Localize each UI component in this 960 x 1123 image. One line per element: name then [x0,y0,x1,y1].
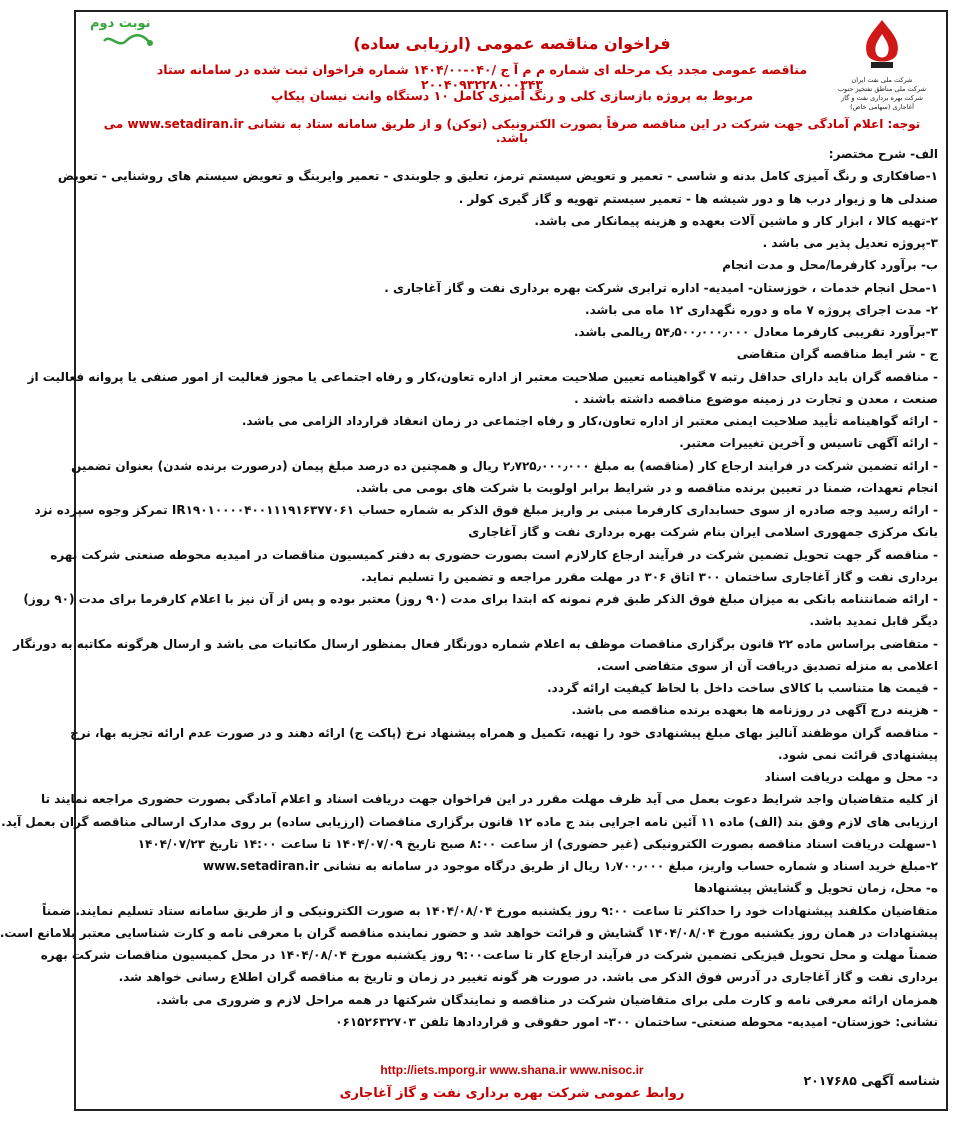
body-line: متقاضیان مکلفند پیشنهادات خود را حداکثر تا ساعت ۹:۰۰ روز یکشنبه مورخ ۱۴۰۴/۰۸/۰۴ به صورت الکترونیکی و از طریق سامانه ستاد تسلیم نمایند. ضمناً [42,903,938,918]
footer-links[interactable]: http://iets.mporg.ir www.shana.ir www.nisoc.ir [380,1063,644,1077]
body-line: صندلی ها و زیوار درب ها و دور شیشه ها - تعمیر سیستم تهویه و گاز گیری کولر . [458,191,938,206]
body-line: ۲-تهیه کالا ، ابزار کار و ماشین آلات بعهده و هزینه پیمانکار می باشد. [534,213,938,228]
section-a-heading: الف- شرح مختصر: [828,147,938,161]
project-title: مربوط به پروژه بازسازی کلی و رنگ آمیزی کامل ۱۰ دستگاه وانت نیسان پیکاپ [270,88,754,103]
body-line: - ارائه ضمانتنامه بانکی به میزان مبلغ فوق الذکر طبق فرم نمونه که ابتدا برای مدت (۹۰ روز) معتبر بوده و پس از آن نیز با اعلام کارفرما برای مدت (۹۰ روز) [23,592,938,606]
round-label: نوبت دوم [90,16,151,31]
body-line: - ارائه تضمین شرکت در فرایند ارجاع کار (مناقصه) به مبلغ ۲٫۷۲۵٫۰۰۰٫۰۰۰ ریال و همچنین ده درصد مبلغ پیمان (درصورت برنده شدن) بعنوان تضمین [71,458,938,473]
ad-id: شناسه آگهی ۲۰۱۷۶۸۵ [803,1073,940,1088]
body-line: بانک مرکزی جمهوری اسلامی ایران بنام شرکت بهره برداری نفت و گاز آغاجاری [468,525,938,540]
body-line: ۲-مبلغ خرید اسناد و شماره حساب واریز، مبلغ ۱٫۷۰۰٫۰۰۰ ریال از طریق درگاه موجود در سامانه به نشانی www.setadiran.ir [203,859,938,873]
section-d-heading: د- محل و مهلت دریافت اسناد [764,770,938,784]
body-line: ۱-محل انجام خدمات ، خوزستان- امیدیه- اداره ترابری شرکت بهره برداری نفت و گاز آغاجاری . [384,280,938,295]
body-line: ارزیابی های لازم وفق بند (الف) ماده ۱۱ آئین نامه اجرایی بند ج ماده ۱۲ قانون برگزاری مناقصات (ارزیابی ساده) بر روی مدارک ارسالی مناقصه گران بعمل آید. [1,814,938,829]
body-line: - مناقصه گران موظفند آنالیز بهای مبلغ پیشنهادی خود را تهیه، تکمیل و همراه پیشنهاد نرخ (پاکت ج) ارائه دهند و در صورت عدم ارائه تجزیه بها، نرخ [70,725,938,740]
notice-body [0,143,938,1033]
section-b-heading: ب- برآورد کارفرما/محل و مدت انجام [722,258,938,273]
company-logo [828,18,936,112]
body-line: انجام تعهدات، ضمنا در تعیین برنده مناقصه و در شرایط برابر اولویت با شرکت های بومی می باشد. [355,480,938,495]
body-line: - متقاضی براساس ماده ۲۲ قانون برگزاری مناقصات موظف به اعلام شماره دورنگار فعال بمنظور ارسال مکاتبات می باشد و ارسال هرگونه مکاتبه به دورنگار [13,636,938,651]
body-line: - مناقصه گران باید دارای حداقل رتبه ۷ گواهینامه تعیین صلاحیت معتبر از اداره تعاون،کار و رفاه اجتماعی یا مجوز فعالیت از امور صنفی یا پروانه فعالیت از [27,369,938,384]
round-badge [90,16,160,60]
body-line: ۱-سهلت دریافت اسناد مناقصه بصورت الکترونیکی (غیر حضوری) از ساعت ۸:۰۰ صبح تاریخ ۱۴۰۴/۰۷/۰۹ تا ساعت ۱۴:۰۰ تاریخ ۱۴۰۴/۰۷/۲۳ [137,836,938,851]
body-line: ۱-صافکاری و رنگ آمیزی کامل بدنه و شاسی - تعمیر و تعویض سیستم ترمز، تعلیق و جلوبندی - تعمیر وایرینگ و تعویض سیستم های روشنایی - تعویض [57,169,938,184]
body-line: برداری نفت و گاز آغاجاری در آدرس فوق الذکر می باشد. در صورت هر گونه تغییر در زمان و تاریخ به مناقصه گران اطلاع رسانی خواهد شد. [118,970,938,985]
body-line: ۲- مدت اجرای پروژه ۷ ماه و دوره نگهداری ۱۲ ماه می باشد. [585,302,938,317]
body-line: - قیمت ها متناسب با کالای ساخت داخل با لحاظ کیفیت ارائه گردد. [547,681,938,695]
body-line: پیشنهادی قرائت نمی شود. [777,747,938,762]
body-line: ۳-پروژه تعدیل پذیر می باشد . [762,236,938,250]
body-line: - ارائه آگهی تاسیس و آخرین تغییرات معتبر. [679,436,938,451]
body-line: - هزینه درج آگهی در روزنامه ها بعهده برنده مناقصه می باشد. [571,703,938,718]
electronic-note: توجه: اعلام آمادگی جهت شرکت در این مناقصه صرفاً بصورت الکترونیکی (توکن) و از طریق سامانه ستاد به نشانی www.setadiran.ir می باشد. [103,117,921,145]
body-line: برداری نفت و گاز آغاجاری ساختمان ۳۰۰ اتاق ۳۰۶ در مهلت مقرر مراجعه و تضمین را تسلیم نماید. [361,569,938,584]
notice-title: فراخوان مناقصه عمومی (ارزیابی ساده) [353,34,671,53]
section-c-heading: ج - شر ایط مناقصه گران متقاضی [736,347,938,362]
body-line: ۳-برآورد تقریبی کارفرما معادل ۵۴٫۵۰۰٫۰۰۰٫۰۰۰ ریالمی باشد. [573,325,938,339]
address-line: نشانی: خوزستان- امیدیه- محوطه صنعتی- ساختمان ۳۰۰- امور حقوقی و قراردادها تلفن ۰۶۱۵۲۶۳۲۷۰۳ [335,1014,938,1029]
logo-caption: شرکت ملی نفت ایران شرکت ملی مناطق نفتخیز جنوب شرکت بهره برداری نفت و گاز آغاجاری (سهامی خاص) [837,76,927,111]
body-line: دیگر قابل تمدید باشد. [809,614,938,629]
body-line: از کلیه متقاضیان واجد شرایط دعوت بعمل می آید ظرف مهلت مقرر در این فراخوان جهت دریافت اسناد و اعلام آمادگی بصورت حضوری مراجعه نمایند تا [41,792,938,807]
body-line: همزمان ارائه معرفی نامه و کارت ملی برای متقاضیان شرکت در مناقصه و نمایندگان شرکتها در همه مراحل لازم و ضروری می باشد. [156,992,938,1007]
section-e-heading: ه- محل، زمان تحویل و گشایش پیشنهادها [693,881,938,896]
body-line: - مناقصه گر جهت تحویل تضمین شرکت در فرآیند ارجاع کارلازم است بصورت حضوری به دفتر کمیسیون مناقصات در امیدیه محوطه صنعتی شرکت بهره [50,547,938,562]
body-line: صنعت ، معدن و تجارت در زمینه موضوع مناقصه داشته باشند . [574,391,938,406]
body-line: - ارائه گواهینامه تأیید صلاحیت ایمنی معتبر از اداره تعاون،کار و رفاه اجتماعی در زمان انعقاد قرارداد الزامی می باشد. [241,414,938,428]
swirl-icon [100,31,160,51]
notice-subtitle: مناقصه عمومی مجدد یک مرحله ای شماره م م آ ج /۰۴۰-۱۴۰۴/۰۰ شماره فراخوان ثبت شده در سامانه ستاد ۲۰۰۴۰۹۳۲۲۸۰۰۰۳۴۳ [156,62,808,92]
body-line: اعلامی به منزله تصدیق دریافت آن از سوی متقاضی است. [596,658,938,673]
body-line: پیشنهادات در همان روز یکشنبه مورخ ۱۴۰۴/۰۸/۰۴ گشایش و قرائت خواهد شد و حضور نماینده مناقصه گران با معرفی نامه و کارت شناسایی معتبر بلامانع است. [0,925,938,940]
public-relations-signature: روابط عمومی شرکت بهره برداری نفت و گاز آغاجاری [339,1086,685,1101]
body-line: - ارائه رسید وجه صادره از سوی حسابداری کارفرما مبنی بر واریز مبلغ فوق الذکر به شماره حساب IR۱۹۰۱۰۰۰۰۴۰۰۱۱۱۹۱۶۳۷۷۰۶۱ تمرکز وجوه سپرده نزد [34,503,938,517]
flame-logo-icon [857,18,907,70]
body-line: ضمناً مهلت و محل تحویل فیزیکی تضمین شرکت در فرآیند ارجاع کار تا ساعت۹:۰۰ روز یکشنبه مورخ ۱۴۰۴/۰۸/۰۴ در محل کمیسیون مناقصات شرکت بهره [40,948,938,962]
